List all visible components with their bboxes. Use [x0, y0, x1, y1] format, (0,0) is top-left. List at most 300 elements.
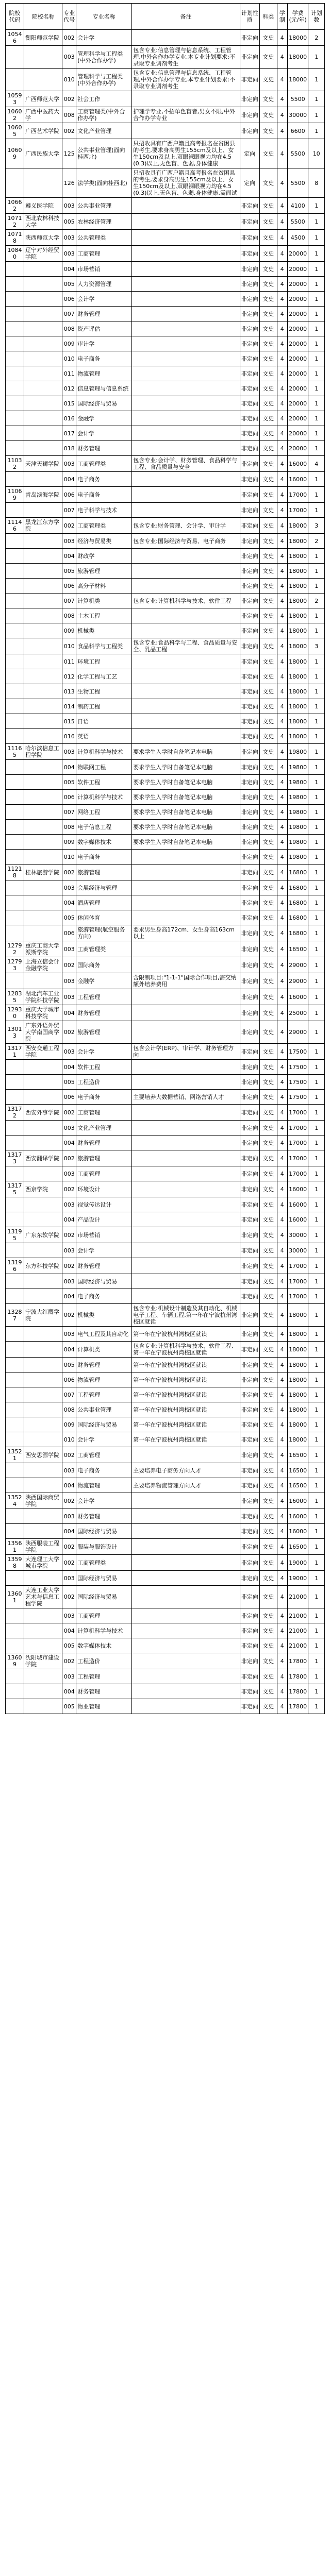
school-name-cell: 西安交通工程学院: [24, 1044, 62, 1060]
length-cell: 4: [277, 307, 287, 321]
school-code-cell: [6, 292, 24, 307]
count-cell: 1: [308, 292, 325, 307]
category-cell: 文史: [259, 669, 277, 684]
count-cell: 1: [308, 1197, 325, 1212]
count-cell: 1: [308, 91, 325, 107]
table-row: [6, 1372, 325, 1387]
count-cell: 1: [308, 1150, 325, 1166]
fee-cell: 18000: [287, 1372, 308, 1387]
major-code-cell: 013: [62, 684, 76, 699]
length-cell: 4: [277, 579, 287, 594]
major-name-cell: 服装与服饰设计: [76, 1539, 132, 1555]
count-cell: 8: [308, 168, 325, 198]
count-cell: 1: [308, 1387, 325, 1402]
length-cell: 4: [277, 880, 287, 895]
school-name-cell: [24, 396, 62, 411]
school-name-cell: [24, 46, 62, 69]
remark-cell: [132, 262, 240, 277]
plan-type-cell: 非定向: [240, 1402, 259, 1417]
school-code-cell: [6, 895, 24, 910]
school-code-cell: 13171: [6, 1044, 24, 1060]
fee-cell: 20000: [287, 246, 308, 262]
admission-plan-table: [5, 3, 325, 1714]
major-name-cell: 公共管理类: [76, 230, 132, 246]
count-cell: 1: [308, 1181, 325, 1197]
school-code-cell: [6, 1463, 24, 1478]
major-name-cell: 工商管理: [76, 1166, 132, 1181]
count-cell: 1: [308, 381, 325, 396]
school-code-cell: 10546: [6, 30, 24, 46]
major-code-cell: 005: [62, 1075, 76, 1090]
length-cell: 4: [277, 1150, 287, 1166]
major-name-cell: 电子信息工程: [76, 820, 132, 835]
category-cell: 文史: [259, 925, 277, 941]
table-row: [6, 549, 325, 564]
school-code-cell: 13287: [6, 1304, 24, 1327]
school-code-cell: [6, 1243, 24, 1258]
school-name-cell: [24, 69, 62, 91]
school-name-cell: [24, 775, 62, 790]
school-code-cell: 13598: [6, 1555, 24, 1571]
plan-type-cell: 非定向: [240, 1274, 259, 1289]
fee-cell: 19800: [287, 790, 308, 805]
table-row: [6, 1243, 325, 1258]
remark-cell: 包含专业:信息管理与信息系统、工程管理,中外合作办学专业,本专业计划要求:不录取专业调剂考生: [132, 69, 240, 91]
fee-cell: 20000: [287, 262, 308, 277]
length-cell: 4: [277, 262, 287, 277]
school-code-cell: 11146: [6, 518, 24, 534]
plan-type-cell: 非定向: [240, 1653, 259, 1669]
table-row: [6, 1402, 325, 1417]
fee-cell: 16800: [287, 895, 308, 910]
school-name-cell: [24, 1121, 62, 1136]
school-name-cell: [24, 850, 62, 865]
category-cell: 文史: [259, 1212, 277, 1227]
category-cell: 文史: [259, 441, 277, 456]
remark-cell: [132, 277, 240, 292]
table-row: [6, 1638, 325, 1653]
school-code-cell: [6, 396, 24, 411]
remark-cell: [132, 503, 240, 518]
count-cell: 1: [308, 1623, 325, 1638]
length-cell: 4: [277, 1402, 287, 1417]
fee-cell: 17000: [287, 1136, 308, 1150]
school-name-cell: 重庆大学城市科技学院: [24, 1005, 62, 1021]
length-cell: 4: [277, 775, 287, 790]
school-name-cell: [24, 1166, 62, 1181]
count-cell: 1: [308, 1060, 325, 1075]
category-cell: 文史: [259, 957, 277, 973]
length-cell: 4: [277, 1358, 287, 1372]
plan-type-cell: 非定向: [240, 1166, 259, 1181]
fee-cell: 17000: [287, 1289, 308, 1304]
count-cell: 1: [308, 805, 325, 820]
major-name-cell: 物流管理: [76, 1372, 132, 1387]
major-code-cell: 003: [62, 1608, 76, 1623]
major-code-cell: 009: [62, 623, 76, 638]
school-code-cell: [6, 1121, 24, 1136]
fee-cell: 20000: [287, 396, 308, 411]
school-code-cell: [6, 760, 24, 775]
school-code-cell: 13524: [6, 1493, 24, 1509]
major-name-cell: 农林经济管理: [76, 214, 132, 230]
length-cell: 4: [277, 366, 287, 381]
plan-type-cell: 非定向: [240, 1005, 259, 1021]
school-name-cell: 湖北汽车工业学院科技学院: [24, 989, 62, 1005]
plan-type-cell: 非定向: [240, 1463, 259, 1478]
major-name-cell: 社会工作: [76, 91, 132, 107]
fee-cell: 4100: [287, 198, 308, 214]
major-name-cell: 财务管理: [76, 307, 132, 321]
remark-cell: 要求男生身高172cm、女生身高163cm以上: [132, 925, 240, 941]
length-cell: 4: [277, 1166, 287, 1181]
category-cell: 文史: [259, 805, 277, 820]
table-row: [6, 1586, 325, 1608]
length-cell: 4: [277, 168, 287, 198]
remark-cell: [132, 1586, 240, 1608]
school-name-cell: 广西民族大学: [24, 139, 62, 168]
length-cell: 4: [277, 1304, 287, 1327]
fee-cell: 16500: [287, 941, 308, 957]
plan-type-cell: 非定向: [240, 487, 259, 503]
major-code-cell: 009: [62, 1417, 76, 1432]
school-code-cell: [6, 714, 24, 729]
length-cell: 4: [277, 277, 287, 292]
major-name-cell: 计算机科学与技术: [76, 744, 132, 760]
plan-type-cell: 非定向: [240, 426, 259, 441]
count-cell: 1: [308, 910, 325, 925]
fee-cell: 18000: [287, 30, 308, 46]
category-cell: 文史: [259, 351, 277, 366]
school-name-cell: [24, 426, 62, 441]
count-cell: 1: [308, 198, 325, 214]
major-name-cell: 化学工程与工艺: [76, 669, 132, 684]
table-row: [6, 381, 325, 396]
major-name-cell: 网络工程: [76, 805, 132, 820]
length-cell: 4: [277, 198, 287, 214]
major-name-cell: 会计学: [76, 1493, 132, 1509]
school-code-cell: [6, 790, 24, 805]
major-name-cell: 软件工程: [76, 1060, 132, 1075]
fee-cell: 30000: [287, 1227, 308, 1243]
table-row: [6, 262, 325, 277]
table-row: [6, 168, 325, 198]
category-cell: 文史: [259, 1358, 277, 1372]
remark-cell: [132, 729, 240, 744]
table-row: [6, 850, 325, 865]
table-row: [6, 820, 325, 835]
school-name-cell: 宁波大红鹰学院: [24, 1304, 62, 1327]
header-school-name: 院校名称: [24, 4, 62, 30]
length-cell: 4: [277, 381, 287, 396]
school-code-cell: 10840: [6, 246, 24, 262]
plan-type-cell: 非定向: [240, 880, 259, 895]
count-cell: 2: [308, 30, 325, 46]
length-cell: 4: [277, 729, 287, 744]
school-name-cell: [24, 910, 62, 925]
major-name-cell: 生物工程: [76, 684, 132, 699]
school-code-cell: [6, 351, 24, 366]
remark-cell: [132, 123, 240, 139]
length-cell: 4: [277, 1044, 287, 1060]
count-cell: 1: [308, 1608, 325, 1623]
remark-cell: [132, 1524, 240, 1539]
remark-cell: [132, 1623, 240, 1638]
length-cell: 4: [277, 123, 287, 139]
fee-cell: 16000: [287, 1181, 308, 1197]
table-row: [6, 1699, 325, 1714]
remark-cell: [132, 198, 240, 214]
school-name-cell: [24, 503, 62, 518]
table-row: [6, 654, 325, 669]
category-cell: 文史: [259, 1258, 277, 1274]
major-name-cell: 审计学: [76, 336, 132, 351]
length-cell: 4: [277, 1608, 287, 1623]
fee-cell: 17000: [287, 1166, 308, 1181]
count-cell: 1: [308, 699, 325, 714]
category-cell: 文史: [259, 1653, 277, 1669]
fee-cell: 16000: [287, 1509, 308, 1524]
major-code-cell: 010: [62, 638, 76, 654]
fee-cell: 19800: [287, 744, 308, 760]
major-code-cell: 007: [62, 594, 76, 608]
plan-type-cell: 非定向: [240, 1447, 259, 1463]
length-cell: 4: [277, 790, 287, 805]
fee-cell: 18000: [287, 1358, 308, 1372]
school-code-cell: [6, 1274, 24, 1289]
major-code-cell: 003: [62, 1509, 76, 1524]
major-code-cell: 006: [62, 925, 76, 941]
major-code-cell: 002: [62, 1021, 76, 1044]
category-cell: 文史: [259, 654, 277, 669]
major-code-cell: 002: [62, 518, 76, 534]
fee-cell: 18000: [287, 623, 308, 638]
major-name-cell: 机械类: [76, 1304, 132, 1327]
major-code-cell: 005: [62, 277, 76, 292]
fee-cell: 19000: [287, 1571, 308, 1586]
school-code-cell: [6, 1387, 24, 1402]
plan-type-cell: 非定向: [240, 957, 259, 973]
remark-cell: [132, 1075, 240, 1090]
remark-cell: [132, 684, 240, 699]
fee-cell: 18000: [287, 729, 308, 744]
remark-cell: 要求学生入学时自备笔记本电脑: [132, 835, 240, 850]
remark-cell: 包含会计学(ERP)、审计学、财务管理方向: [132, 1044, 240, 1060]
school-name-cell: [24, 973, 62, 989]
major-name-cell: 食品科学与工程类: [76, 638, 132, 654]
length-cell: 4: [277, 973, 287, 989]
fee-cell: 19000: [287, 1555, 308, 1571]
fee-cell: 18000: [287, 579, 308, 594]
fee-cell: 18000: [287, 654, 308, 669]
plan-type-cell: 非定向: [240, 925, 259, 941]
school-name-cell: [24, 1090, 62, 1105]
major-code-cell: 016: [62, 411, 76, 426]
fee-cell: 17000: [287, 503, 308, 518]
category-cell: 文史: [259, 1136, 277, 1150]
fee-cell: 20000: [287, 351, 308, 366]
school-name-cell: 西安思源学院: [24, 1447, 62, 1463]
school-name-cell: [24, 1638, 62, 1653]
plan-type-cell: 非定向: [240, 30, 259, 46]
plan-type-cell: 非定向: [240, 336, 259, 351]
school-code-cell: [6, 277, 24, 292]
remark-cell: 第一年在宁波杭州湾校区就读: [132, 1327, 240, 1342]
header-school-code: 院校代码: [6, 4, 24, 30]
major-code-cell: 012: [62, 669, 76, 684]
major-code-cell: 008: [62, 107, 76, 123]
major-name-cell: 电气工程及其自动化: [76, 1327, 132, 1342]
length-cell: 4: [277, 107, 287, 123]
category-cell: 文史: [259, 1121, 277, 1136]
count-cell: 1: [308, 246, 325, 262]
school-name-cell: 陕西师范大学: [24, 230, 62, 246]
header-count: 计划数: [308, 4, 325, 30]
school-code-cell: [6, 638, 24, 654]
remark-cell: 第一年在宁波杭州湾校区就读: [132, 1358, 240, 1372]
fee-cell: 20000: [287, 307, 308, 321]
major-code-cell: 006: [62, 1090, 76, 1105]
length-cell: 4: [277, 292, 287, 307]
plan-type-cell: 非定向: [240, 623, 259, 638]
length-cell: 4: [277, 321, 287, 336]
remark-cell: [132, 441, 240, 456]
count-cell: 1: [308, 321, 325, 336]
remark-cell: [132, 1121, 240, 1136]
remark-cell: [132, 957, 240, 973]
table-row: [6, 638, 325, 654]
school-name-cell: 广东外语外贸大学南国商学院: [24, 1021, 62, 1044]
count-cell: 1: [308, 714, 325, 729]
school-code-cell: [6, 925, 24, 941]
fee-cell: 19800: [287, 835, 308, 850]
major-code-cell: 003: [62, 1166, 76, 1181]
table-row: [6, 472, 325, 487]
plan-type-cell: 非定向: [240, 1608, 259, 1623]
school-name-cell: 桂林旅游学院: [24, 865, 62, 880]
school-name-cell: [24, 1669, 62, 1684]
remark-cell: [132, 1150, 240, 1166]
major-code-cell: 003: [62, 456, 76, 472]
major-code-cell: 003: [62, 1327, 76, 1342]
fee-cell: 20000: [287, 411, 308, 426]
school-code-cell: [6, 1402, 24, 1417]
school-code-cell: [6, 973, 24, 989]
plan-type-cell: 非定向: [240, 1358, 259, 1372]
category-cell: 文史: [259, 820, 277, 835]
table-row: [6, 30, 325, 46]
plan-type-cell: 非定向: [240, 230, 259, 246]
school-name-cell: [24, 1372, 62, 1387]
count-cell: 1: [308, 1121, 325, 1136]
major-name-cell: 国际经济与贸易: [76, 1586, 132, 1608]
remark-cell: [132, 366, 240, 381]
school-name-cell: [24, 1387, 62, 1402]
fee-cell: 29000: [287, 973, 308, 989]
plan-type-cell: 非定向: [240, 760, 259, 775]
school-code-cell: [6, 46, 24, 69]
fee-cell: 18000: [287, 518, 308, 534]
length-cell: 4: [277, 46, 287, 69]
major-code-cell: 008: [62, 608, 76, 623]
major-name-cell: 工商管理类: [76, 941, 132, 957]
remark-cell: [132, 307, 240, 321]
fee-cell: 20000: [287, 366, 308, 381]
major-code-cell: 002: [62, 1258, 76, 1274]
school-code-cell: [6, 503, 24, 518]
remark-cell: 第一年在宁波杭州湾校区就读: [132, 1387, 240, 1402]
length-cell: 4: [277, 684, 287, 699]
school-name-cell: [24, 1623, 62, 1638]
school-name-cell: [24, 534, 62, 549]
length-cell: 4: [277, 989, 287, 1005]
school-name-cell: [24, 1358, 62, 1372]
remark-cell: [132, 1197, 240, 1212]
major-name-cell: 工程造价: [76, 1075, 132, 1090]
category-cell: 文史: [259, 1463, 277, 1478]
length-cell: 4: [277, 594, 287, 608]
length-cell: 4: [277, 744, 287, 760]
category-cell: 文史: [259, 1447, 277, 1463]
category-cell: 文史: [259, 775, 277, 790]
major-code-cell: 006: [62, 1372, 76, 1387]
school-name-cell: [24, 1432, 62, 1447]
length-cell: 4: [277, 654, 287, 669]
table-row: [6, 1539, 325, 1555]
major-name-cell: 法学类(面向桂西北): [76, 168, 132, 198]
major-code-cell: 006: [62, 292, 76, 307]
category-cell: 文史: [259, 1243, 277, 1258]
table-row: [6, 487, 325, 503]
count-cell: 1: [308, 214, 325, 230]
school-name-cell: [24, 760, 62, 775]
table-row: [6, 925, 325, 941]
school-name-cell: [24, 608, 62, 623]
remark-cell: [132, 1684, 240, 1699]
school-name-cell: 广西艺术学院: [24, 123, 62, 139]
table-row: [6, 714, 325, 729]
major-name-cell: 工程管理: [76, 1387, 132, 1402]
table-row: [6, 1509, 325, 1524]
plan-type-cell: 非定向: [240, 1212, 259, 1227]
fee-cell: 18000: [287, 69, 308, 91]
major-code-cell: 010: [62, 850, 76, 865]
count-cell: 1: [308, 1699, 325, 1714]
category-cell: 文史: [259, 139, 277, 168]
school-code-cell: [6, 307, 24, 321]
major-name-cell: 环境设计: [76, 1181, 132, 1197]
category-cell: 文史: [259, 1327, 277, 1342]
school-code-cell: [6, 910, 24, 925]
category-cell: 文史: [259, 760, 277, 775]
count-cell: 1: [308, 1524, 325, 1539]
major-name-cell: 财务管理: [76, 1684, 132, 1699]
count-cell: 4: [308, 456, 325, 472]
major-name-cell: 计算机类: [76, 1342, 132, 1358]
major-name-cell: 资产评估: [76, 321, 132, 336]
remark-cell: 护理学专业,不招单色盲者,男女不限,中外合作办学专业: [132, 107, 240, 123]
fee-cell: 17000: [287, 1258, 308, 1274]
fee-cell: 21000: [287, 1586, 308, 1608]
fee-cell: 16500: [287, 1447, 308, 1463]
table-row: [6, 957, 325, 973]
length-cell: 4: [277, 1669, 287, 1684]
fee-cell: 5500: [287, 139, 308, 168]
remark-cell: [132, 336, 240, 351]
plan-type-cell: 非定向: [240, 684, 259, 699]
major-name-cell: 电子商务: [76, 1463, 132, 1478]
table-row: [6, 1432, 325, 1447]
